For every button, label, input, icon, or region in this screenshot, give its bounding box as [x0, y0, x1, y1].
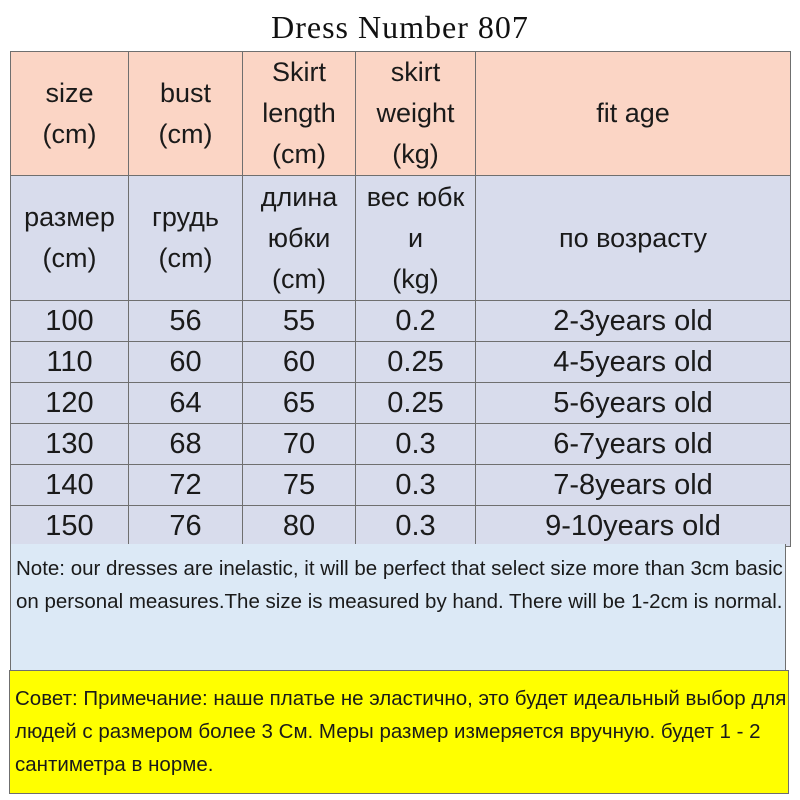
note-english: Note: our dresses are inelastic, it will be perfect that select size more than 3cm basic on personal measures.The size is measured by hand. There will be 1-2cm is normal.	[10, 544, 786, 674]
cell-size: 130	[11, 424, 129, 465]
table-row	[11, 424, 791, 465]
cell-size: 120	[11, 383, 129, 424]
cell-size: 110	[11, 342, 129, 383]
cell-fit-age: 7-8years old	[476, 465, 791, 506]
cell-skirt-weight: 0.2	[356, 301, 476, 342]
cell-fit-age: 2-3years old	[476, 301, 791, 342]
table-row	[11, 383, 791, 424]
cell-bust: 76	[129, 506, 243, 547]
table-row	[11, 301, 791, 342]
cell-skirt-weight: 0.3	[356, 506, 476, 547]
cell-skirt-weight: 0.25	[356, 342, 476, 383]
header-size-ru: размер (cm)	[11, 176, 129, 301]
cell-fit-age: 5-6years old	[476, 383, 791, 424]
header-skirt-weight-ru: вес юбк и (kg)	[356, 176, 476, 301]
cell-skirt-length: 70	[243, 424, 356, 465]
cell-bust: 64	[129, 383, 243, 424]
table-row	[11, 506, 791, 547]
table-row	[11, 342, 791, 383]
cell-skirt-length: 75	[243, 465, 356, 506]
header-bust: bust (cm)	[129, 52, 243, 176]
cell-fit-age: 9-10years old	[476, 506, 791, 547]
header-row-russian	[11, 176, 791, 301]
cell-skirt-length: 80	[243, 506, 356, 547]
cell-skirt-length: 55	[243, 301, 356, 342]
header-fit-age-ru: по возрасту	[476, 176, 791, 301]
header-row-english	[11, 52, 791, 176]
header-bust-ru: грудь (cm)	[129, 176, 243, 301]
cell-skirt-weight: 0.25	[356, 383, 476, 424]
cell-skirt-length: 65	[243, 383, 356, 424]
cell-skirt-length: 60	[243, 342, 356, 383]
page-title: Dress Number 807	[271, 9, 529, 45]
cell-bust: 56	[129, 301, 243, 342]
header-skirt-length: Skirt length (cm)	[243, 52, 356, 176]
table-row	[11, 465, 791, 506]
cell-skirt-weight: 0.3	[356, 465, 476, 506]
header-fit-age: fit age	[476, 52, 791, 176]
cell-size: 100	[11, 301, 129, 342]
cell-fit-age: 6-7years old	[476, 424, 791, 465]
cell-skirt-weight: 0.3	[356, 424, 476, 465]
cell-bust: 60	[129, 342, 243, 383]
cell-bust: 68	[129, 424, 243, 465]
cell-size: 150	[11, 506, 129, 547]
header-size: size (cm)	[11, 52, 129, 176]
note-russian: Совет: Примечание: наше платье не эластично, это будет идеальный выбор для людей с размером более 3 См. Меры размер измеряется вручную. будет 1 - 2 сантиметра в норме.	[9, 670, 789, 794]
cell-bust: 72	[129, 465, 243, 506]
cell-fit-age: 4-5years old	[476, 342, 791, 383]
header-skirt-weight: skirt weight (kg)	[356, 52, 476, 176]
header-skirt-length-ru: длина юбки (cm)	[243, 176, 356, 301]
cell-size: 140	[11, 465, 129, 506]
size-chart-table	[10, 51, 791, 547]
